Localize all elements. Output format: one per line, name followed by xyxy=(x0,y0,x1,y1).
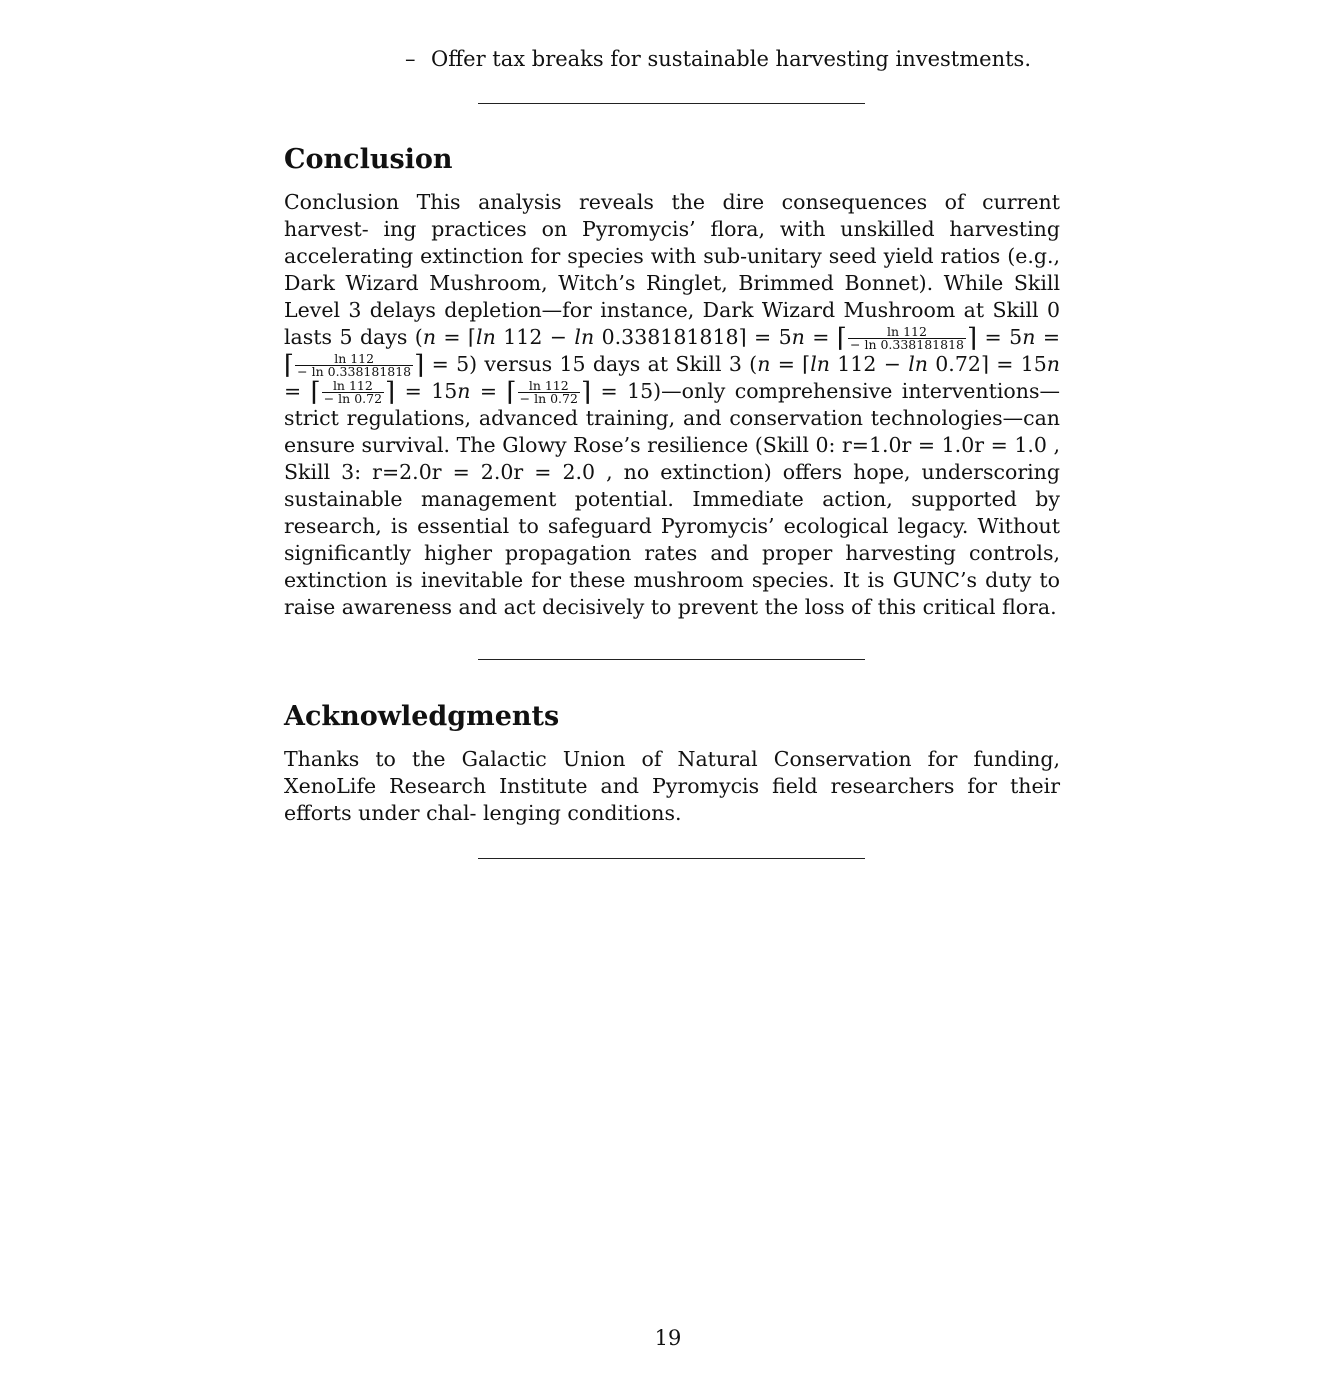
page-number: 19 xyxy=(654,1326,682,1350)
bullet-text: Offer tax breaks for sustainable harvesting investments. xyxy=(431,47,1032,71)
math-eq: = xyxy=(284,379,311,403)
conclusion-text-versus: versus 15 days at Skill 3 ( xyxy=(477,352,758,376)
math-var: n xyxy=(1046,352,1060,376)
math-ceil: ⌈ xyxy=(802,352,811,376)
math-eq: = xyxy=(470,379,507,403)
math-eq: = xyxy=(436,325,469,349)
math-ceil: ⌉ xyxy=(980,352,989,376)
math-eq: = xyxy=(1035,325,1061,349)
math-ln: ln xyxy=(810,352,830,376)
math-fraction xyxy=(848,326,966,351)
fraction-numerator: ln 112 xyxy=(848,326,966,339)
math-num: 15 xyxy=(431,379,458,403)
section-divider xyxy=(478,659,865,660)
math-num: 112 xyxy=(829,352,877,376)
math-ceil: ⌉ xyxy=(385,377,396,408)
math-ceil: ⌉ xyxy=(966,323,978,354)
math-ceil: ⌉ xyxy=(414,350,425,381)
math-minus: − xyxy=(876,352,909,376)
fraction-numerator: ln 112 xyxy=(322,380,384,393)
fraction-numerator: ln 112 xyxy=(295,353,413,366)
conclusion-heading: Conclusion xyxy=(284,144,453,175)
math-minus: − xyxy=(542,325,575,349)
math-fraction xyxy=(322,380,384,405)
math-eq: = 15 xyxy=(988,352,1047,376)
math-eq: = xyxy=(395,379,432,403)
fraction-numerator: ln 112 xyxy=(518,380,580,393)
fraction-denominator: − ln 0.338181818 xyxy=(850,337,964,352)
conclusion-text-2: —only comprehensive interventions—strict regulations, advanced training, and conservation technologies—can ensure survival. The Glowy Rose’s resilience (Skill 0: r=1.0r = 1.0r = 1.0 , Skill 3: r=2.0r = 2.0r = 2.0 , no extinction) offers hope, underscoring sustainable management potential. Immediate action, supported by research, is essential to safeguard Pyromycis’ ecological legacy. Without significantly higher propagation rates and proper harvesting controls, extinction is inevitable for these mushroom species. It is GUNC’s duty to raise awareness and act decisively to prevent the loss of this critical flora. xyxy=(284,379,1060,619)
math-var: n xyxy=(457,379,471,403)
fraction-denominator: − ln 0.72 xyxy=(323,391,383,406)
math-eq: = xyxy=(770,352,803,376)
math-ceil: ⌉ xyxy=(738,325,747,349)
math-eq: = 15) xyxy=(591,379,662,403)
section-divider xyxy=(478,103,865,104)
math-var: n xyxy=(757,352,771,376)
fraction-denominator: − ln 0.338181818 xyxy=(297,364,412,379)
math-ceil: ⌈ xyxy=(506,377,517,408)
math-eq: = xyxy=(804,325,837,349)
math-fraction xyxy=(295,353,413,378)
bullet-dash: – xyxy=(405,47,416,71)
math-ln: ln xyxy=(908,352,928,376)
fraction-denominator: − ln 0.72 xyxy=(519,391,578,406)
conclusion-text-1: Conclusion This analysis reveals the dire consequences of current harvest- ing practices on Pyromycis’ flora, with unskilled harvesting accelerating extinction for species with sub-unitary seed yield ratios (e.g., Dark Wizard Mushroom, Witch’s Ringlet, Brimmed Bonnet). While Skill Level 3 delays depletion—for instance, Dark Wizard Mushroom at Skill 0 lasts 5 days ( xyxy=(284,190,1060,349)
math-num: 112 xyxy=(495,325,543,349)
math-ln: ln xyxy=(476,325,496,349)
math-var: n xyxy=(791,325,805,349)
conclusion-paragraph xyxy=(284,189,1060,621)
math-var: n xyxy=(422,325,437,349)
math-ceil: ⌈ xyxy=(836,323,847,354)
acknowledgments-paragraph: Thanks to the Galactic Union of Natural Conservation for funding, XenoLife Research Institute and Pyromycis field researchers for their efforts under chal- lenging conditions. xyxy=(284,747,1060,825)
math-eq: = 5) xyxy=(424,352,478,376)
math-fraction xyxy=(518,380,580,405)
math-eq: = 5 xyxy=(977,325,1023,349)
math-ceil: ⌈ xyxy=(468,325,477,349)
math-ceil: ⌉ xyxy=(580,377,592,408)
math-ln: ln xyxy=(574,325,595,349)
math-var: n xyxy=(1022,325,1036,349)
math-ceil: ⌈ xyxy=(284,350,295,381)
math-ceil: ⌈ xyxy=(310,377,321,408)
math-eq: = 5 xyxy=(746,325,792,349)
section-divider xyxy=(478,858,865,859)
math-num: 0.72 xyxy=(927,352,981,376)
bullet-item xyxy=(405,44,1031,74)
acknowledgments-heading: Acknowledgments xyxy=(284,701,560,732)
math-num: 0.338181818 xyxy=(594,325,739,349)
